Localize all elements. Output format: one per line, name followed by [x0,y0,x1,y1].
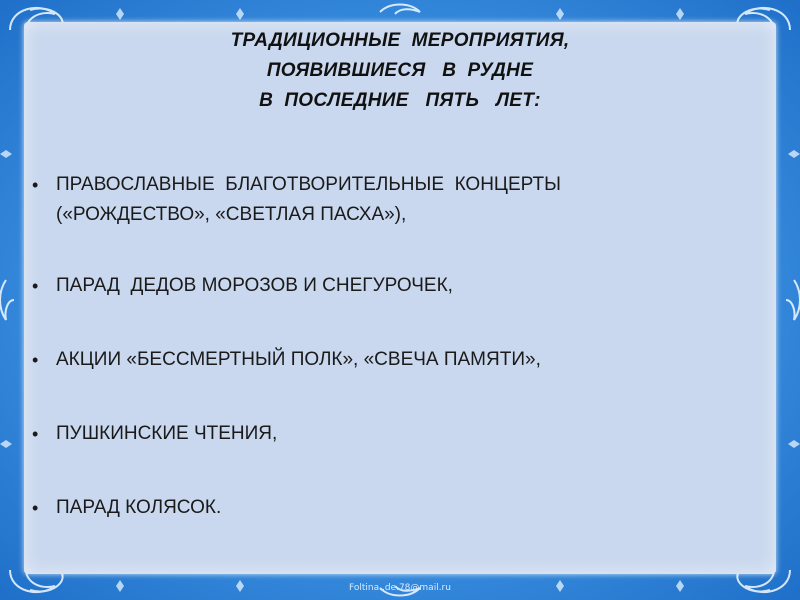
slide-title [0,26,800,116]
bullet-icon: • [32,276,39,296]
bullet-icon: • [32,498,39,518]
list-item [32,345,762,375]
title-line-3: В ПОСЛЕДНИЕ ПЯТЬ ЛЕТ: [259,90,541,111]
list-item-text: АКЦИИ «БЕССМЕРТНЫЙ ПОЛК», «СВЕЧА ПАМЯТИ», [56,349,541,370]
list-item-text: ПАРАД КОЛЯСОК. [56,497,222,518]
list-item-text: («РОЖДЕСТВО», «СВЕТЛАЯ ПАСХА»), [56,204,407,225]
events-list [32,170,762,523]
list-item [32,271,762,301]
bullet-icon: • [32,350,39,370]
list-item [32,493,762,523]
list-item-text: ПУШКИНСКИЕ ЧТЕНИЯ, [56,423,278,444]
list-item [32,170,762,230]
watermark-email: Foltina..de.78@mail.ru [349,583,451,593]
bullet-icon: • [32,424,39,444]
bullet-icon: • [32,175,39,195]
title-line-1: ТРАДИЦИОННЫЕ МЕРОПРИЯТИЯ, [230,30,570,51]
list-item-text: ПАРАД ДЕДОВ МОРОЗОВ И СНЕГУРОЧЕК, [56,275,453,296]
list-item-text: ПРАВОСЛАВНЫЕ БЛАГОТВОРИТЕЛЬНЫЕ КОНЦЕРТЫ [56,174,561,195]
list-item [32,419,762,449]
title-line-2: ПОЯВИВШИЕСЯ В РУДНЕ [266,60,534,81]
